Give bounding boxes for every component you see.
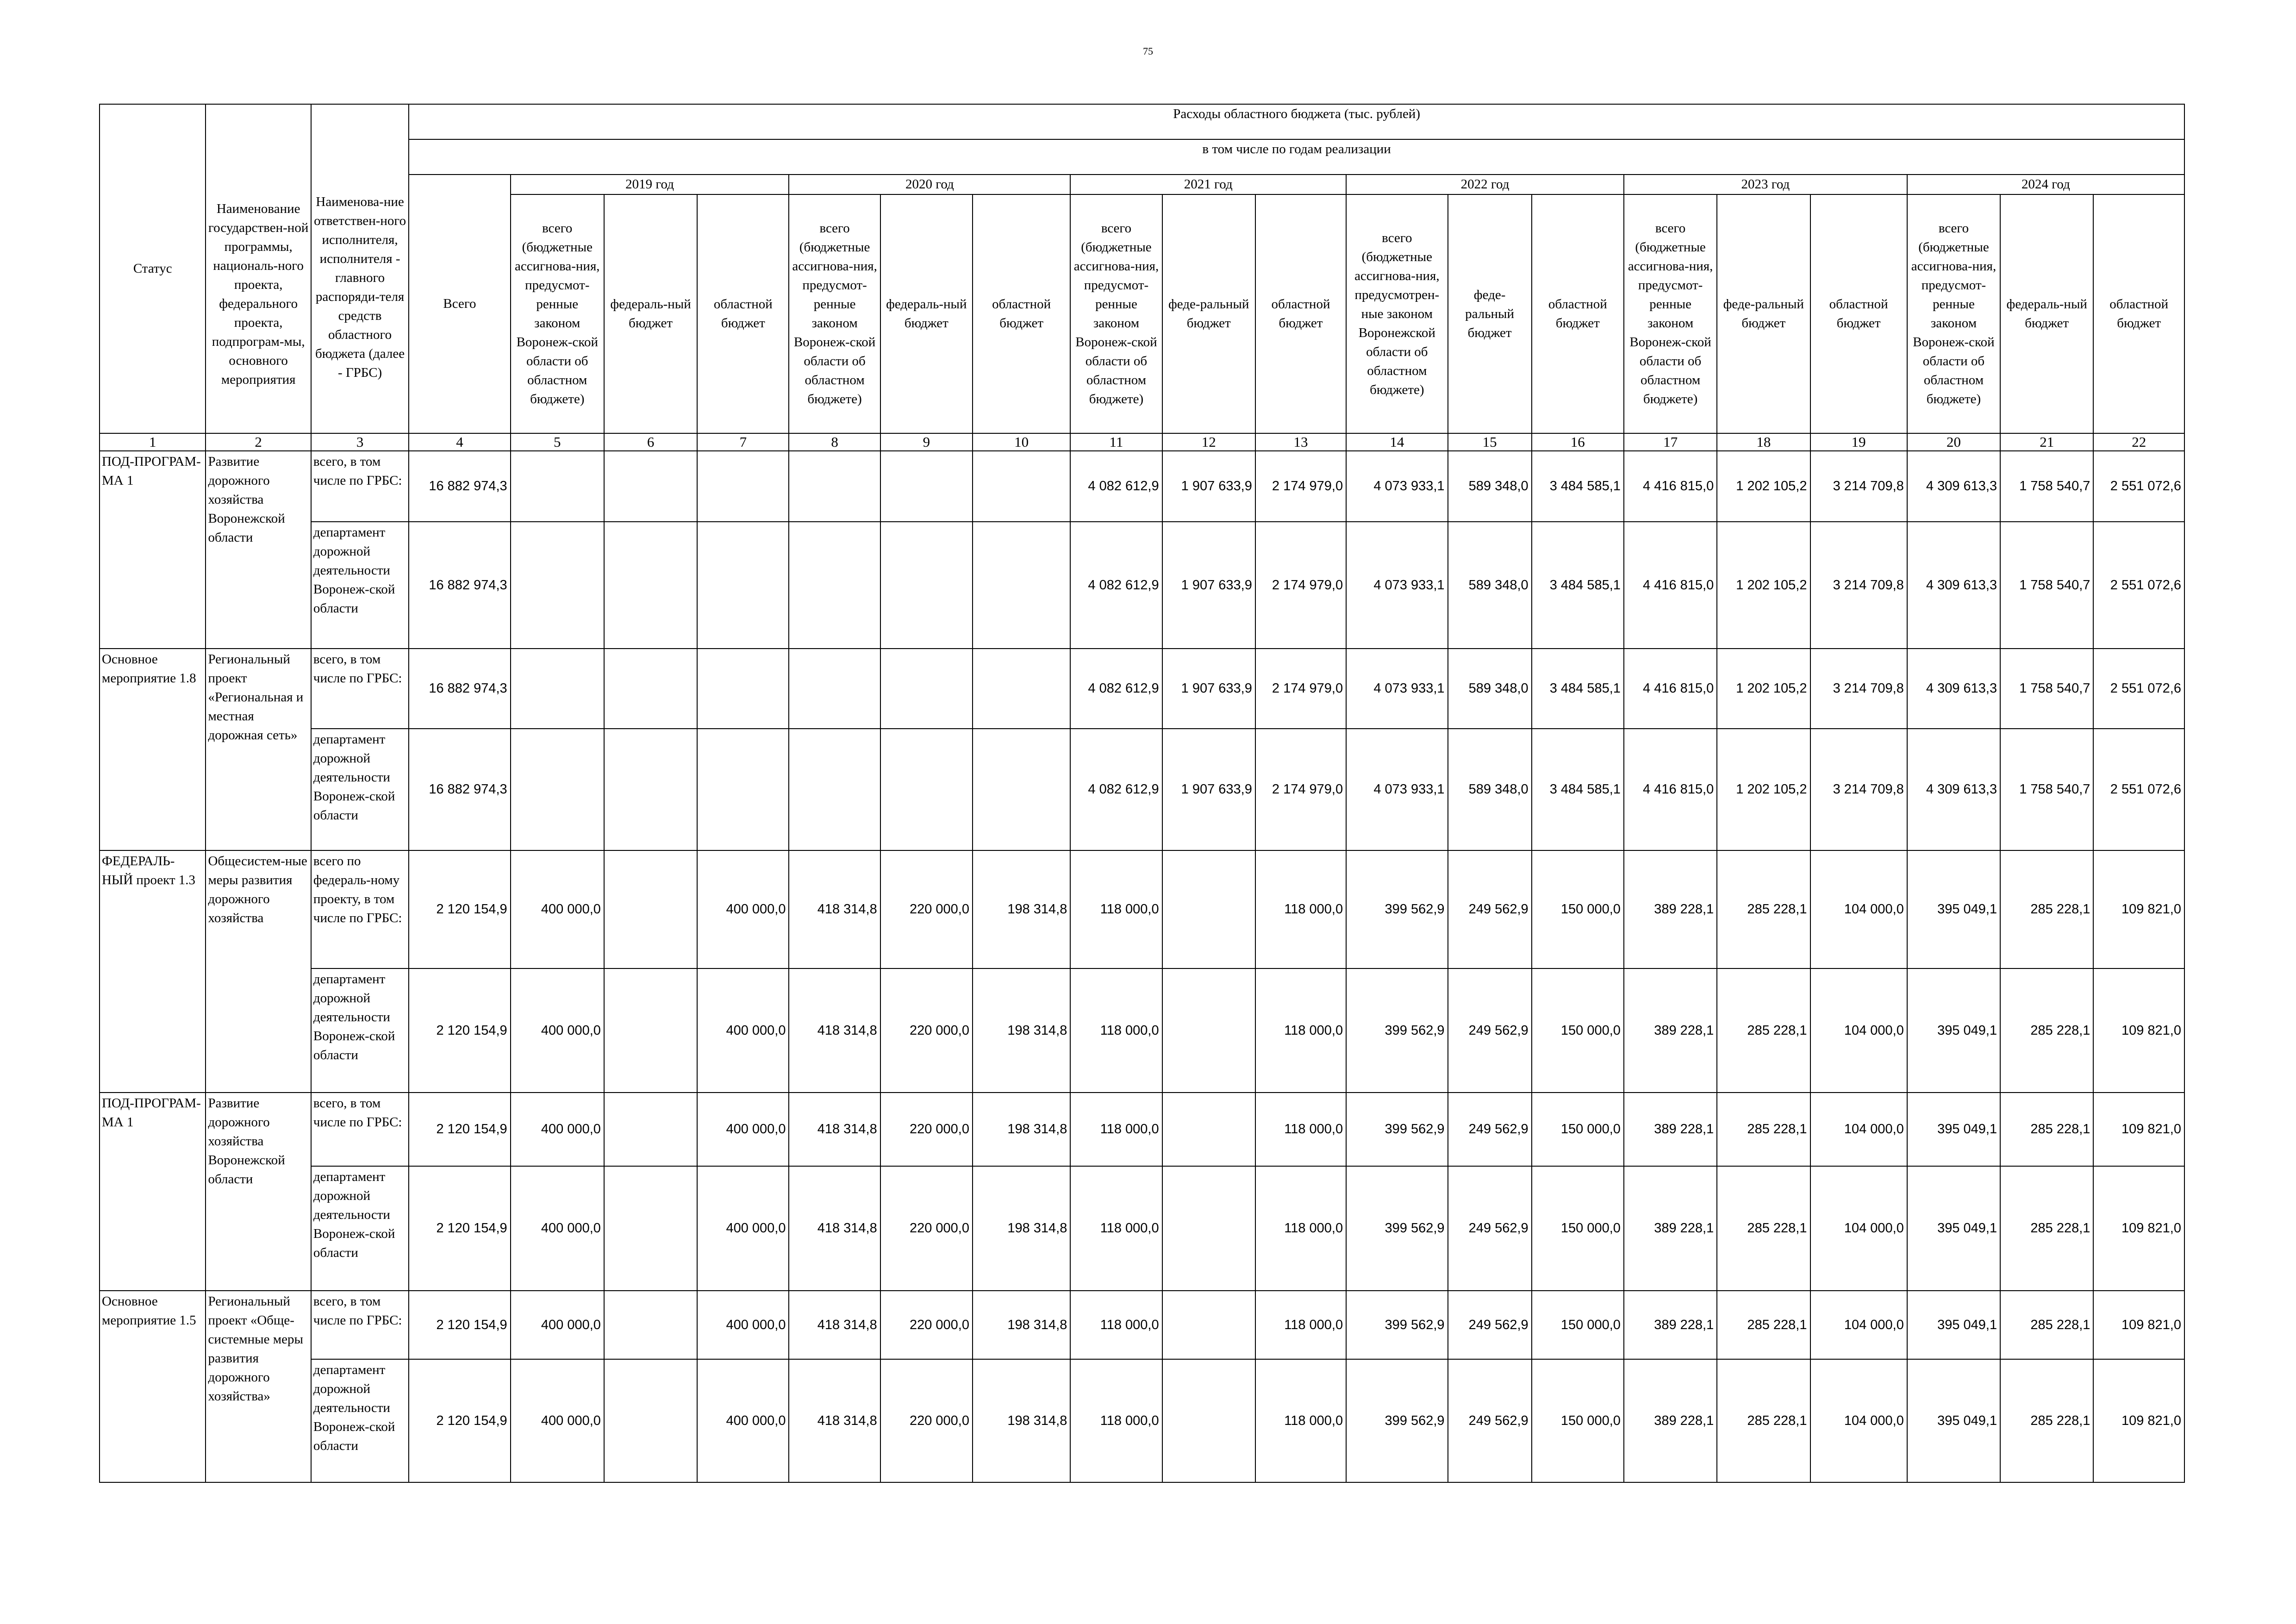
header-total: Всего — [409, 175, 510, 433]
value-cell: 4 073 933,1 — [1346, 649, 1447, 729]
value-cell: 395 049,1 — [1907, 850, 2000, 968]
header-subcol-regional: областной бюджет — [1810, 194, 1907, 433]
header-year: 2019 год — [511, 175, 789, 194]
column-number: 21 — [2000, 433, 2093, 451]
value-cell: 249 562,9 — [1448, 1291, 1532, 1359]
row-executor: департамент дорожной деятельности Воронеж-ской области — [311, 1359, 409, 1482]
value-cell: 285 228,1 — [1717, 1093, 1810, 1166]
value-cell: 3 214 709,8 — [1810, 522, 1907, 649]
value-cell: 400 000,0 — [697, 1291, 789, 1359]
value-cell: 395 049,1 — [1907, 1291, 2000, 1359]
value-cell: 285 228,1 — [1717, 1359, 1810, 1482]
value-cell: 418 314,8 — [789, 850, 880, 968]
table-row — [100, 1359, 2184, 1482]
value-cell: 150 000,0 — [1532, 1291, 1624, 1359]
header-year: 2021 год — [1070, 175, 1346, 194]
value-cell: 3 484 585,1 — [1532, 522, 1624, 649]
value-cell: 418 314,8 — [789, 1291, 880, 1359]
value-cell: 4 309 613,3 — [1907, 729, 2000, 850]
value-cell: 249 562,9 — [1448, 850, 1532, 968]
column-number: 22 — [2093, 433, 2184, 451]
value-cell: 399 562,9 — [1346, 850, 1447, 968]
value-cell — [1162, 1093, 1255, 1166]
row-executor: всего по федераль-ному проекту, в том числе по ГРБС: — [311, 850, 409, 968]
value-cell: 285 228,1 — [2000, 1359, 2093, 1482]
value-cell — [604, 968, 697, 1093]
value-cell: 109 821,0 — [2093, 1166, 2184, 1291]
value-cell: 104 000,0 — [1810, 968, 1907, 1093]
value-cell — [880, 729, 973, 850]
value-cell: 249 562,9 — [1448, 1359, 1532, 1482]
header-subcol-federal: феде-ральный бюджет — [1717, 194, 1810, 433]
header-by-years: в том числе по годам реализации — [409, 139, 2184, 175]
header-subcol-regional: областной бюджет — [2093, 194, 2184, 433]
value-cell: 589 348,0 — [1448, 522, 1532, 649]
row-executor: департамент дорожной деятельности Воронеж-ской области — [311, 968, 409, 1093]
budget-table — [99, 104, 2185, 1483]
value-cell — [604, 522, 697, 649]
value-cell: 418 314,8 — [789, 968, 880, 1093]
value-cell: 2 120 154,9 — [409, 1166, 510, 1291]
value-cell — [880, 522, 973, 649]
row-status: Основное мероприятие 1.8 — [100, 649, 206, 850]
value-cell — [880, 451, 973, 522]
value-cell: 4 416 815,0 — [1624, 649, 1717, 729]
column-number: 10 — [973, 433, 1070, 451]
table-row — [100, 1166, 2184, 1291]
value-cell: 400 000,0 — [697, 850, 789, 968]
header-subcol-total: всего (бюджетные ассигнова-ния, предусмотрен-ные законом Воронежской области об областном бюджете) — [1346, 194, 1447, 433]
column-number: 7 — [697, 433, 789, 451]
value-cell: 104 000,0 — [1810, 1093, 1907, 1166]
value-cell — [1162, 1166, 1255, 1291]
value-cell: 118 000,0 — [1255, 850, 1346, 968]
value-cell — [1162, 968, 1255, 1093]
row-status: Основное мероприятие 1.5 — [100, 1291, 206, 1482]
header-subcol-regional: областной бюджет — [1532, 194, 1624, 433]
value-cell: 104 000,0 — [1810, 850, 1907, 968]
value-cell: 4 082 612,9 — [1070, 729, 1162, 850]
table-row — [100, 451, 2184, 522]
value-cell: 389 228,1 — [1624, 1291, 1717, 1359]
header-name: Наименование государствен-ной программы, националь-ного проекта, федерального проекта, подпрограм-мы, основного мероприятия — [206, 104, 311, 433]
value-cell — [1162, 850, 1255, 968]
column-number: 13 — [1255, 433, 1346, 451]
value-cell: 104 000,0 — [1810, 1359, 1907, 1482]
value-cell: 1 758 540,7 — [2000, 451, 2093, 522]
header-subcol-regional: областной бюджет — [973, 194, 1070, 433]
value-cell: 389 228,1 — [1624, 1359, 1717, 1482]
value-cell: 150 000,0 — [1532, 1093, 1624, 1166]
value-cell: 400 000,0 — [511, 1166, 604, 1291]
column-number: 19 — [1810, 433, 1907, 451]
value-cell: 2 174 979,0 — [1255, 729, 1346, 850]
header-subcol-total: всего (бюджетные ассигнова-ния, предусмот-ренные законом Воронеж-ской области об областном бюджете) — [511, 194, 604, 433]
value-cell: 109 821,0 — [2093, 1093, 2184, 1166]
value-cell: 399 562,9 — [1346, 968, 1447, 1093]
value-cell: 2 174 979,0 — [1255, 649, 1346, 729]
table-row — [100, 522, 2184, 649]
value-cell: 2 120 154,9 — [409, 850, 510, 968]
header-subcol-total: всего (бюджетные ассигнова-ния, предусмот-ренные законом Воронеж-ской области об областном бюджете) — [789, 194, 880, 433]
value-cell: 400 000,0 — [511, 1093, 604, 1166]
value-cell: 4 073 933,1 — [1346, 522, 1447, 649]
value-cell: 2 120 154,9 — [409, 1291, 510, 1359]
value-cell — [789, 522, 880, 649]
value-cell: 589 348,0 — [1448, 649, 1532, 729]
value-cell — [604, 729, 697, 850]
value-cell: 249 562,9 — [1448, 1166, 1532, 1291]
column-number: 2 — [206, 433, 311, 451]
column-number: 3 — [311, 433, 409, 451]
header-executor: Наименова-ние ответствен-ного исполнителя, исполнителя - главного распоряди-теля средств областного бюджета (далее - ГРБС) — [311, 104, 409, 433]
value-cell: 198 314,8 — [973, 1093, 1070, 1166]
value-cell: 389 228,1 — [1624, 968, 1717, 1093]
value-cell: 118 000,0 — [1070, 968, 1162, 1093]
value-cell: 16 882 974,3 — [409, 729, 510, 850]
header-subcol-federal: федераль-ный бюджет — [604, 194, 697, 433]
header-subcol-federal: феде-ральный бюджет — [1448, 194, 1532, 433]
value-cell — [697, 451, 789, 522]
value-cell — [604, 1166, 697, 1291]
value-cell: 1 202 105,2 — [1717, 649, 1810, 729]
value-cell: 150 000,0 — [1532, 1166, 1624, 1291]
value-cell: 285 228,1 — [2000, 1291, 2093, 1359]
value-cell: 2 120 154,9 — [409, 1093, 510, 1166]
value-cell: 1 202 105,2 — [1717, 451, 1810, 522]
value-cell: 16 882 974,3 — [409, 649, 510, 729]
value-cell: 109 821,0 — [2093, 1291, 2184, 1359]
value-cell: 418 314,8 — [789, 1359, 880, 1482]
value-cell: 389 228,1 — [1624, 1166, 1717, 1291]
value-cell: 3 484 585,1 — [1532, 729, 1624, 850]
value-cell: 400 000,0 — [511, 1291, 604, 1359]
header-subcol-total: всего (бюджетные ассигнова-ния, предусмот-ренные законом Воронеж-ской области об областном бюджете) — [1624, 194, 1717, 433]
value-cell: 16 882 974,3 — [409, 451, 510, 522]
value-cell: 4 082 612,9 — [1070, 649, 1162, 729]
value-cell: 1 907 633,9 — [1162, 451, 1255, 522]
value-cell: 220 000,0 — [880, 850, 973, 968]
value-cell: 285 228,1 — [2000, 968, 2093, 1093]
column-number: 5 — [511, 433, 604, 451]
row-executor: департамент дорожной деятельности Воронеж-ской области — [311, 729, 409, 850]
value-cell — [697, 729, 789, 850]
header-year: 2023 год — [1624, 175, 1907, 194]
value-cell — [973, 729, 1070, 850]
column-number: 16 — [1532, 433, 1624, 451]
value-cell: 118 000,0 — [1070, 1093, 1162, 1166]
column-number: 12 — [1162, 433, 1255, 451]
value-cell: 418 314,8 — [789, 1093, 880, 1166]
row-executor: департамент дорожной деятельности Воронеж-ской области — [311, 1166, 409, 1291]
header-year: 2024 год — [1907, 175, 2184, 194]
value-cell: 249 562,9 — [1448, 968, 1532, 1093]
header-status: Статус — [100, 104, 206, 433]
row-executor: департамент дорожной деятельности Воронеж-ской области — [311, 522, 409, 649]
column-number: 18 — [1717, 433, 1810, 451]
value-cell — [973, 451, 1070, 522]
value-cell: 3 214 709,8 — [1810, 729, 1907, 850]
value-cell: 249 562,9 — [1448, 1093, 1532, 1166]
value-cell: 1 758 540,7 — [2000, 649, 2093, 729]
value-cell: 118 000,0 — [1255, 1093, 1346, 1166]
value-cell: 400 000,0 — [511, 968, 604, 1093]
row-status: ПОД-ПРОГРАМ-МА 1 — [100, 1093, 206, 1291]
value-cell: 4 309 613,3 — [1907, 451, 2000, 522]
value-cell — [604, 649, 697, 729]
value-cell: 589 348,0 — [1448, 729, 1532, 850]
value-cell: 4 416 815,0 — [1624, 729, 1717, 850]
value-cell: 198 314,8 — [973, 968, 1070, 1093]
value-cell: 118 000,0 — [1070, 1291, 1162, 1359]
value-cell: 400 000,0 — [697, 968, 789, 1093]
row-executor: всего, в том числе по ГРБС: — [311, 1291, 409, 1359]
row-status: ПОД-ПРОГРАМ-МА 1 — [100, 451, 206, 649]
value-cell: 150 000,0 — [1532, 968, 1624, 1093]
value-cell: 395 049,1 — [1907, 1166, 2000, 1291]
value-cell: 1 907 633,9 — [1162, 522, 1255, 649]
value-cell: 4 073 933,1 — [1346, 451, 1447, 522]
value-cell: 2 120 154,9 — [409, 968, 510, 1093]
value-cell: 3 484 585,1 — [1532, 649, 1624, 729]
value-cell: 285 228,1 — [2000, 1093, 2093, 1166]
header-subcol-regional: областной бюджет — [697, 194, 789, 433]
header-year: 2020 год — [789, 175, 1070, 194]
header-subcol-federal: федераль-ный бюджет — [880, 194, 973, 433]
column-number: 15 — [1448, 433, 1532, 451]
value-cell: 198 314,8 — [973, 850, 1070, 968]
header-subcol-regional: областной бюджет — [1255, 194, 1346, 433]
column-number: 17 — [1624, 433, 1717, 451]
value-cell — [789, 451, 880, 522]
value-cell: 118 000,0 — [1255, 1166, 1346, 1291]
table-row — [100, 649, 2184, 729]
value-cell: 2 174 979,0 — [1255, 522, 1346, 649]
value-cell — [604, 1359, 697, 1482]
header-subcol-federal: феде-ральный бюджет — [1162, 194, 1255, 433]
value-cell: 109 821,0 — [2093, 1359, 2184, 1482]
value-cell: 3 214 709,8 — [1810, 451, 1907, 522]
value-cell: 118 000,0 — [1255, 1291, 1346, 1359]
value-cell: 399 562,9 — [1346, 1166, 1447, 1291]
value-cell — [604, 451, 697, 522]
value-cell: 2 174 979,0 — [1255, 451, 1346, 522]
value-cell: 104 000,0 — [1810, 1166, 1907, 1291]
value-cell: 285 228,1 — [1717, 968, 1810, 1093]
column-number: 6 — [604, 433, 697, 451]
value-cell: 418 314,8 — [789, 1166, 880, 1291]
column-number: 11 — [1070, 433, 1162, 451]
value-cell: 395 049,1 — [1907, 1093, 2000, 1166]
page-number: 75 — [1143, 45, 1153, 57]
column-number: 4 — [409, 433, 510, 451]
value-cell — [604, 1093, 697, 1166]
value-cell: 395 049,1 — [1907, 968, 2000, 1093]
value-cell: 150 000,0 — [1532, 1359, 1624, 1482]
value-cell — [973, 522, 1070, 649]
value-cell: 400 000,0 — [511, 1359, 604, 1482]
value-cell — [789, 729, 880, 850]
value-cell: 1 907 633,9 — [1162, 729, 1255, 850]
value-cell: 4 082 612,9 — [1070, 522, 1162, 649]
value-cell: 1 202 105,2 — [1717, 522, 1810, 649]
value-cell: 1 758 540,7 — [2000, 729, 2093, 850]
value-cell — [511, 451, 604, 522]
value-cell: 285 228,1 — [2000, 850, 2093, 968]
row-name: Развитие дорожного хозяйства Воронежской области — [206, 1093, 311, 1291]
value-cell: 4 416 815,0 — [1624, 522, 1717, 649]
value-cell: 16 882 974,3 — [409, 522, 510, 649]
value-cell: 285 228,1 — [2000, 1166, 2093, 1291]
value-cell: 109 821,0 — [2093, 968, 2184, 1093]
row-name: Развитие дорожного хозяйства Воронежской области — [206, 451, 311, 649]
value-cell: 399 562,9 — [1346, 1359, 1447, 1482]
value-cell: 4 309 613,3 — [1907, 649, 2000, 729]
header-subcol-total: всего (бюджетные ассигнова-ния, предусмот-ренные законом Воронеж-ской области об областном бюджете) — [1907, 194, 2000, 433]
header-subcol-total: всего (бюджетные ассигнова-ния, предусмот-ренные законом Воронеж-ской области об областном бюджете) — [1070, 194, 1162, 433]
value-cell: 400 000,0 — [697, 1359, 789, 1482]
value-cell: 220 000,0 — [880, 1291, 973, 1359]
value-cell: 118 000,0 — [1255, 1359, 1346, 1482]
header-subcol-federal: федераль-ный бюджет — [2000, 194, 2093, 433]
row-executor: всего, в том числе по ГРБС: — [311, 451, 409, 522]
value-cell: 2 120 154,9 — [409, 1359, 510, 1482]
value-cell — [604, 850, 697, 968]
column-number: 9 — [880, 433, 973, 451]
table-row — [100, 968, 2184, 1093]
column-number: 1 — [100, 433, 206, 451]
row-name: Общесистем-ные меры развития дорожного хозяйства — [206, 850, 311, 1093]
value-cell: 285 228,1 — [1717, 1166, 1810, 1291]
column-number: 8 — [789, 433, 880, 451]
value-cell — [789, 649, 880, 729]
row-executor: всего, в том числе по ГРБС: — [311, 649, 409, 729]
header-expenses-title: Расходы областного бюджета (тыс. рублей) — [409, 104, 2184, 139]
value-cell: 1 758 540,7 — [2000, 522, 2093, 649]
value-cell: 198 314,8 — [973, 1291, 1070, 1359]
value-cell: 109 821,0 — [2093, 850, 2184, 968]
header-year: 2022 год — [1346, 175, 1624, 194]
value-cell: 4 416 815,0 — [1624, 451, 1717, 522]
row-name: Региональный проект «Обще-системные меры развития дорожного хозяйства» — [206, 1291, 311, 1482]
value-cell: 399 562,9 — [1346, 1291, 1447, 1359]
value-cell: 389 228,1 — [1624, 850, 1717, 968]
value-cell: 400 000,0 — [697, 1093, 789, 1166]
value-cell: 118 000,0 — [1070, 850, 1162, 968]
value-cell — [697, 522, 789, 649]
value-cell: 150 000,0 — [1532, 850, 1624, 968]
table-row — [100, 850, 2184, 968]
value-cell — [511, 522, 604, 649]
value-cell: 1 907 633,9 — [1162, 649, 1255, 729]
value-cell: 400 000,0 — [697, 1166, 789, 1291]
value-cell: 4 073 933,1 — [1346, 729, 1447, 850]
value-cell: 4 082 612,9 — [1070, 451, 1162, 522]
value-cell: 285 228,1 — [1717, 850, 1810, 968]
value-cell: 3 214 709,8 — [1810, 649, 1907, 729]
value-cell: 389 228,1 — [1624, 1093, 1717, 1166]
value-cell — [511, 649, 604, 729]
value-cell — [1162, 1359, 1255, 1482]
value-cell: 3 484 585,1 — [1532, 451, 1624, 522]
value-cell: 400 000,0 — [511, 850, 604, 968]
value-cell: 2 551 072,6 — [2093, 522, 2184, 649]
value-cell — [880, 649, 973, 729]
value-cell — [697, 649, 789, 729]
value-cell: 118 000,0 — [1070, 1359, 1162, 1482]
value-cell: 4 309 613,3 — [1907, 522, 2000, 649]
value-cell: 285 228,1 — [1717, 1291, 1810, 1359]
value-cell: 1 202 105,2 — [1717, 729, 1810, 850]
value-cell: 220 000,0 — [880, 1359, 973, 1482]
value-cell: 2 551 072,6 — [2093, 451, 2184, 522]
value-cell: 104 000,0 — [1810, 1291, 1907, 1359]
value-cell: 589 348,0 — [1448, 451, 1532, 522]
column-number: 14 — [1346, 433, 1447, 451]
column-number: 20 — [1907, 433, 2000, 451]
value-cell — [604, 1291, 697, 1359]
value-cell: 118 000,0 — [1070, 1166, 1162, 1291]
value-cell — [973, 649, 1070, 729]
row-executor: всего, в том числе по ГРБС: — [311, 1093, 409, 1166]
row-name: Региональный проект «Региональная и местная дорожная сеть» — [206, 649, 311, 850]
value-cell: 2 551 072,6 — [2093, 729, 2184, 850]
table-row — [100, 729, 2184, 850]
value-cell: 198 314,8 — [973, 1166, 1070, 1291]
value-cell: 220 000,0 — [880, 1166, 973, 1291]
value-cell: 2 551 072,6 — [2093, 649, 2184, 729]
table-row — [100, 1093, 2184, 1166]
value-cell: 395 049,1 — [1907, 1359, 2000, 1482]
value-cell: 220 000,0 — [880, 968, 973, 1093]
value-cell: 220 000,0 — [880, 1093, 973, 1166]
row-status: ФЕДЕРАЛЬ-НЫЙ проект 1.3 — [100, 850, 206, 1093]
value-cell — [511, 729, 604, 850]
value-cell: 118 000,0 — [1255, 968, 1346, 1093]
value-cell — [1162, 1291, 1255, 1359]
value-cell: 198 314,8 — [973, 1359, 1070, 1482]
table-row — [100, 1291, 2184, 1359]
value-cell: 399 562,9 — [1346, 1093, 1447, 1166]
